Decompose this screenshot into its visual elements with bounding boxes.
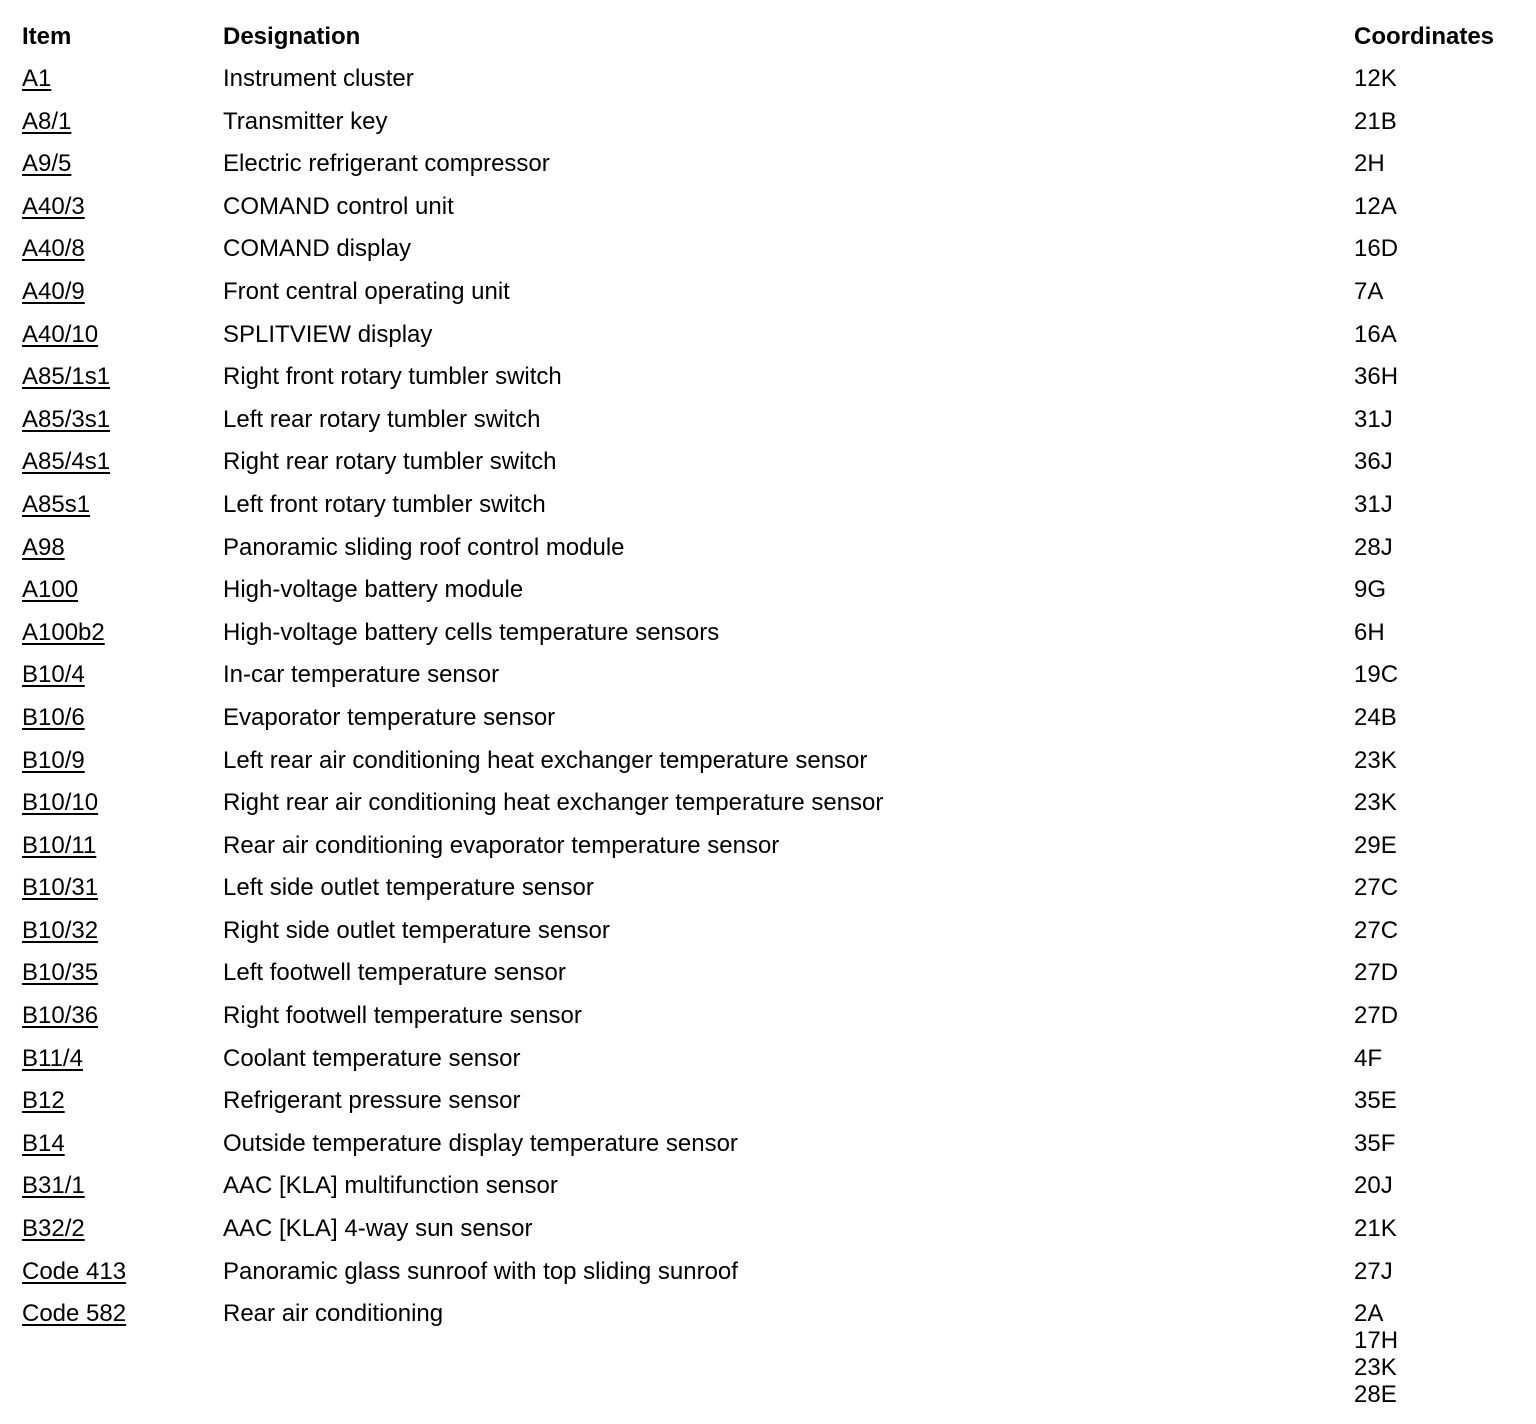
table-row — [22, 484, 1522, 527]
item-cell — [22, 101, 223, 144]
coordinate-value: 9G — [1354, 576, 1387, 604]
table-row — [22, 58, 1522, 101]
item-cell — [22, 1208, 223, 1251]
item-link[interactable]: A100b2 — [22, 618, 105, 646]
item-link[interactable]: A40/8 — [22, 235, 85, 263]
designation-cell: Instrument cluster — [223, 65, 414, 92]
column-header-coordinates: Coordinates — [1354, 23, 1495, 50]
item-link[interactable]: B10/6 — [22, 703, 85, 731]
item-cell — [22, 740, 223, 783]
coordinate-value: 24B — [1354, 703, 1397, 731]
coordinates-cell — [1354, 314, 1522, 357]
designation-cell: Panoramic sliding roof control module — [223, 533, 625, 561]
coordinate-value: 27D — [1354, 1002, 1399, 1030]
item-link[interactable]: B10/11 — [22, 831, 97, 859]
designation-cell: Right side outlet temperature sensor — [223, 916, 610, 944]
item-cell — [22, 654, 223, 697]
table-row — [22, 101, 1522, 144]
table-row — [22, 441, 1522, 484]
coordinates-cell — [1354, 143, 1522, 186]
item-link[interactable]: B11/4 — [22, 1044, 83, 1072]
table-row — [22, 527, 1522, 570]
table-row — [22, 186, 1522, 229]
coordinate-value: 12A — [1354, 192, 1397, 220]
coordinate-value: 2H — [1354, 150, 1385, 178]
table-row — [22, 612, 1522, 655]
item-cell — [22, 441, 223, 484]
item-link[interactable]: A9/5 — [22, 150, 72, 178]
table-row — [22, 1123, 1522, 1166]
designation-cell: Refrigerant pressure sensor — [223, 1087, 521, 1115]
item-cell — [22, 484, 223, 527]
item-cell — [22, 186, 223, 229]
table-row — [22, 910, 1522, 953]
item-link[interactable]: A85s1 — [22, 490, 91, 518]
coordinate-value: 31J — [1354, 490, 1393, 518]
designation-cell: Left rear rotary tumbler switch — [223, 405, 541, 433]
coordinates-cell — [1354, 740, 1522, 783]
item-cell — [22, 399, 223, 442]
designation-cell: High-voltage battery cells temperature sensors — [223, 618, 720, 646]
designation-cell: Right footwell temperature sensor — [223, 1002, 582, 1030]
item-cell — [22, 825, 223, 868]
table-row — [22, 952, 1522, 995]
coordinates-cell — [1354, 527, 1522, 570]
item-cell — [22, 612, 223, 655]
item-link[interactable]: A40/3 — [22, 192, 85, 220]
coordinate-value: 27J — [1354, 1257, 1393, 1285]
coordinates-cell — [1354, 1208, 1522, 1251]
coordinate-value: 12K — [1354, 65, 1397, 92]
designation-cell: AAC [KLA] 4-way sun sensor — [223, 1215, 533, 1243]
column-header-designation: Designation — [223, 23, 361, 50]
item-cell — [22, 910, 223, 953]
item-cell — [22, 1038, 223, 1081]
coordinates-cell — [1354, 1080, 1522, 1123]
coordinate-value: 6H — [1354, 618, 1385, 646]
item-cell — [22, 58, 223, 101]
coordinate-value: 2A — [1354, 1300, 1384, 1328]
table-row — [22, 995, 1522, 1038]
item-link[interactable]: B10/36 — [22, 1002, 99, 1030]
table-row — [22, 1080, 1522, 1123]
item-cell — [22, 1251, 223, 1294]
coordinates-cell — [1354, 1123, 1522, 1166]
table-row — [22, 143, 1522, 186]
item-cell — [22, 271, 223, 314]
designation-cell: Left rear air conditioning heat exchanger temperature sensor — [223, 746, 868, 774]
table-row — [22, 867, 1522, 910]
table-row — [22, 782, 1522, 825]
coordinates-cell — [1354, 58, 1522, 101]
coordinate-value: 27C — [1354, 916, 1399, 944]
coordinate-value: 36J — [1354, 448, 1393, 476]
coordinate-value: 23K — [1354, 789, 1397, 817]
item-cell — [22, 867, 223, 910]
designation-cell: Coolant temperature sensor — [223, 1044, 521, 1072]
coordinate-value: 17H — [1354, 1327, 1399, 1355]
item-link[interactable]: B10/10 — [22, 789, 99, 817]
designation-cell: Electric refrigerant compressor — [223, 150, 550, 178]
coordinates-cell — [1354, 782, 1522, 825]
item-cell — [22, 995, 223, 1038]
coordinates-cell — [1354, 271, 1522, 314]
designation-cell: Left front rotary tumbler switch — [223, 490, 546, 518]
item-cell — [22, 697, 223, 740]
coordinates-cell — [1354, 1251, 1522, 1294]
designation-cell: In-car temperature sensor — [223, 661, 500, 689]
item-link[interactable]: A8/1 — [22, 107, 72, 135]
coordinate-value: 27D — [1354, 959, 1399, 987]
table-row — [22, 356, 1522, 399]
coordinate-value: 27C — [1354, 874, 1399, 902]
coordinate-value: 21B — [1354, 107, 1397, 135]
coordinates-cell — [1354, 569, 1522, 612]
item-link[interactable]: B10/32 — [22, 916, 99, 944]
item-link[interactable]: A40/10 — [22, 320, 99, 348]
designation-cell: Front central operating unit — [223, 277, 510, 305]
item-link[interactable]: B31/1 — [22, 1172, 85, 1200]
coordinate-value: 7A — [1354, 277, 1384, 305]
table-row — [22, 569, 1522, 612]
item-cell — [22, 356, 223, 399]
coordinates-cell — [1354, 399, 1522, 442]
table-row — [22, 1038, 1522, 1081]
item-link[interactable]: B10/31 — [22, 874, 99, 902]
table-row — [22, 314, 1522, 357]
item-link[interactable]: B32/2 — [22, 1215, 85, 1243]
coordinates-cell — [1354, 101, 1522, 144]
designation-cell: High-voltage battery module — [223, 576, 524, 604]
coordinate-value: 21K — [1354, 1215, 1397, 1243]
coordinate-value: 16D — [1354, 235, 1399, 263]
coordinates-cell — [1354, 186, 1522, 229]
item-cell — [22, 1165, 223, 1208]
component-legend-table — [22, 16, 1522, 1408]
coordinates-cell — [1354, 1293, 1522, 1408]
designation-cell: Transmitter key — [223, 107, 388, 135]
coordinates-cell — [1354, 867, 1522, 910]
item-link[interactable]: B10/9 — [22, 746, 85, 774]
item-link[interactable]: B12 — [22, 1087, 65, 1115]
coordinates-cell — [1354, 654, 1522, 697]
item-cell — [22, 527, 223, 570]
item-link[interactable]: A1 — [22, 65, 52, 92]
item-link[interactable]: B14 — [22, 1129, 65, 1157]
item-link[interactable]: A85/1s1 — [22, 363, 111, 391]
item-cell — [22, 1293, 223, 1336]
item-link[interactable]: A98 — [22, 533, 65, 561]
item-cell — [22, 782, 223, 825]
designation-cell: COMAND display — [223, 235, 412, 263]
coordinates-cell — [1354, 1038, 1522, 1081]
table-row — [22, 1251, 1522, 1294]
item-cell — [22, 569, 223, 612]
item-cell — [22, 314, 223, 357]
coordinate-value: 23K — [1354, 1354, 1397, 1382]
item-link[interactable]: Code 582 — [22, 1300, 127, 1328]
table-row — [22, 697, 1522, 740]
designation-cell: Outside temperature display temperature sensor — [223, 1129, 738, 1157]
designation-cell: Evaporator temperature sensor — [223, 703, 556, 731]
item-cell — [22, 952, 223, 995]
coordinate-value: 35E — [1354, 1087, 1397, 1115]
item-link[interactable]: B10/35 — [22, 959, 99, 987]
item-link[interactable]: A85/4s1 — [22, 448, 111, 476]
coordinate-value: 31J — [1354, 405, 1393, 433]
item-link[interactable]: B10/4 — [22, 661, 85, 689]
table-row — [22, 1293, 1522, 1408]
item-cell — [22, 143, 223, 186]
coordinates-cell — [1354, 995, 1522, 1038]
designation-cell: Panoramic glass sunroof with top sliding sunroof — [223, 1257, 738, 1285]
coordinate-value: 20J — [1354, 1172, 1393, 1200]
designation-cell: Rear air conditioning — [223, 1300, 444, 1328]
table-row — [22, 825, 1522, 868]
coordinate-value: 28E — [1354, 1381, 1397, 1409]
designation-cell: COMAND control unit — [223, 192, 454, 220]
item-cell — [22, 1080, 223, 1123]
coordinate-value: 16A — [1354, 320, 1397, 348]
coordinate-value: 23K — [1354, 746, 1397, 774]
coordinates-cell — [1354, 612, 1522, 655]
coordinate-value: 4F — [1354, 1044, 1383, 1072]
designation-cell: Right rear air conditioning heat exchanger temperature sensor — [223, 789, 884, 817]
table-row — [22, 271, 1522, 314]
designation-cell: Right front rotary tumbler switch — [223, 363, 562, 391]
table-row — [22, 399, 1522, 442]
coordinate-value: 36H — [1354, 363, 1399, 391]
item-link[interactable]: A100 — [22, 576, 79, 604]
coordinates-cell — [1354, 484, 1522, 527]
coordinates-cell — [1354, 825, 1522, 868]
coordinate-value: 29E — [1354, 831, 1397, 859]
table-row — [22, 228, 1522, 271]
column-header-item: Item — [22, 23, 72, 50]
coordinates-cell — [1354, 697, 1522, 740]
coordinates-cell — [1354, 910, 1522, 953]
item-link[interactable]: Code 413 — [22, 1257, 127, 1285]
coordinates-cell — [1354, 228, 1522, 271]
item-cell — [22, 228, 223, 271]
item-link[interactable]: A40/9 — [22, 277, 85, 305]
table-header-row — [22, 16, 1522, 58]
designation-cell: Left footwell temperature sensor — [223, 959, 566, 987]
item-link[interactable]: A85/3s1 — [22, 405, 111, 433]
coordinates-cell — [1354, 1165, 1522, 1208]
coordinates-cell — [1354, 952, 1522, 995]
table-row — [22, 740, 1522, 783]
designation-cell: SPLITVIEW display — [223, 320, 433, 348]
coordinate-value: 19C — [1354, 661, 1399, 689]
table-body — [22, 58, 1522, 1408]
coordinates-cell — [1354, 356, 1522, 399]
coordinate-value: 28J — [1354, 533, 1393, 561]
designation-cell: Right rear rotary tumbler switch — [223, 448, 557, 476]
designation-cell: Left side outlet temperature sensor — [223, 874, 594, 902]
item-cell — [22, 1123, 223, 1166]
table-row — [22, 1208, 1522, 1251]
designation-cell: AAC [KLA] multifunction sensor — [223, 1172, 558, 1200]
coordinates-cell — [1354, 441, 1522, 484]
designation-cell: Rear air conditioning evaporator temperature sensor — [223, 831, 780, 859]
coordinate-value: 35F — [1354, 1129, 1396, 1157]
table-row — [22, 654, 1522, 697]
table-row — [22, 1165, 1522, 1208]
